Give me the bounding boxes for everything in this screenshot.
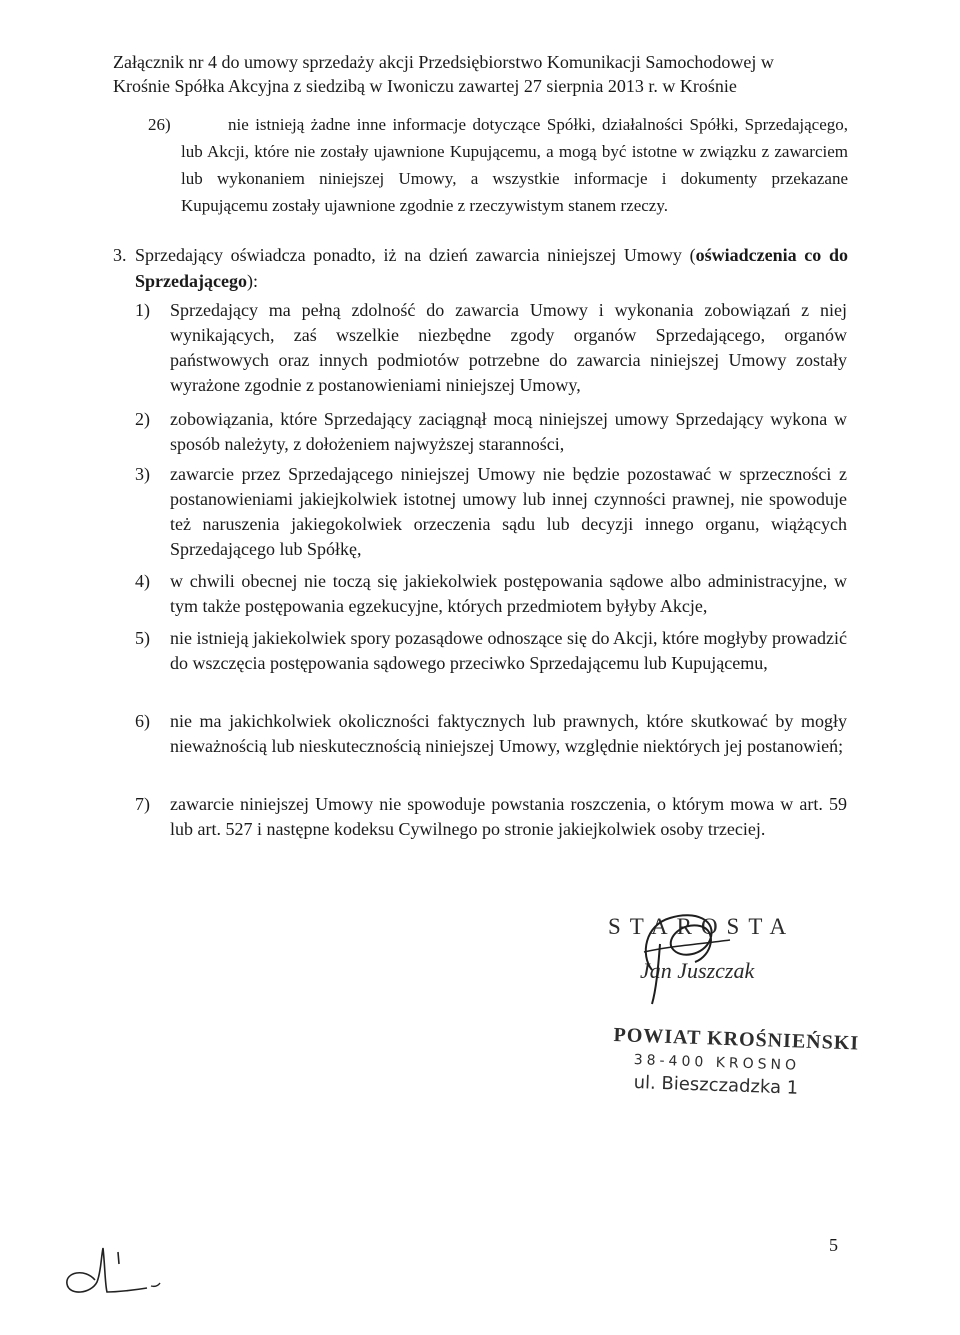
list-item-text: Sprzedający ma pełną zdolność do zawarcia Umowy i wykonania zobowiązań z niej wynikających, zaś wszelkie niezbędne zgody organów Sprzedającego, organów państwowych oraz innych podmiotów potrzebne do zawarcia niniejszej Umowy zostały wyrażone zgodnie z postanowieniami niniejszej Umowy,	[170, 300, 847, 395]
list-item-text: zawarcie niniejszej Umowy nie spowoduje powstania roszczenia, o którym mowa w art. 59 lub art. 527 i następne kodeksu Cywilnego po stronie jakiejkolwiek osoby trzeciej.	[170, 794, 847, 839]
document-header	[113, 50, 833, 98]
list-item-text: nie ma jakichkolwiek okoliczności faktycznych lub prawnych, które skutkować by mogły nieważnością lub nieskutecznością niniejszej Umowy, względnie niektórych jej postanowień;	[170, 711, 847, 756]
list-item-text: zobowiązania, które Sprzedający zaciągnął mocą niniejszej umowy Sprzedający wykona w sposób należyty, z dołożeniem najwyższej staranności,	[170, 409, 847, 454]
list-item-number: 5)	[135, 628, 150, 648]
list-item-text: zawarcie przez Sprzedającego niniejszej Umowy nie będzie pozostawać w sprzeczności z postanowieniami jakiejkolwiek istotnej umowy lub innej czynności prawnej, nie spowoduje też naruszenia jakiegokolwiek orzeczenia sądu lub decyzji innego organu, wiążących Sprzedającego lub Spółkę,	[170, 464, 847, 559]
section-3-lead	[135, 242, 848, 294]
list-item	[135, 626, 847, 676]
stamp-name: Jan Juszczak	[640, 958, 755, 983]
list-item-number: 7)	[135, 794, 150, 814]
section-3-bold-term: oświadczenia co do Sprzedającego	[135, 245, 848, 291]
list-item	[135, 298, 847, 398]
stamp-title: STAROSTA	[608, 914, 796, 939]
list-item	[135, 407, 847, 457]
header-line-2: Krośnie Spółka Akcyjna z siedzibą w Iwoniczu zawartej 27 sierpnia 2013 r. w Krośnie	[113, 76, 737, 96]
section-3-lead-text: Sprzedający oświadcza ponadto, iż na dzień zawarcia niniejszej Umowy (	[135, 245, 696, 265]
item-26	[148, 111, 848, 219]
stamp-postal: 38-400 KROSNO	[633, 1052, 801, 1074]
list-item-number: 6)	[135, 711, 150, 731]
list-item	[135, 462, 847, 562]
stamp-office: POWIAT KROŚNIEŃSKI	[613, 1024, 860, 1055]
list-item-text: nie istnieją jakiekolwiek spory pozasądowe odnoszące się do Akcji, które mogłyby prowadzić do wszczęcia postępowania sądowego przeciwko Sprzedającemu lub Kupującemu,	[170, 628, 847, 673]
page-number: 5	[829, 1235, 838, 1255]
item-26-text: nie istnieją żadne inne informacje dotyczące Spółki, działalności Spółki, Sprzedającego, lub Akcji, które nie zostały ujawnione Kupującemu, a mogą być istotne w związku z zawarciem lub wykonaniem niniejszej Umowy, a wszystkie informacje i dokumenty przekazane Kupującemu zostały ujawnione zgodnie z rzeczywistym stanem rzeczy.	[181, 115, 848, 215]
list-item	[135, 569, 847, 619]
list-item	[135, 792, 847, 842]
header-line-1: Załącznik nr 4 do umowy sprzedaży akcji Przedsiębiorstwo Komunikacji Samochodowej w	[113, 52, 774, 72]
list-item-text: w chwili obecnej nie toczą się jakiekolwiek postępowania sądowe albo administracyjne, w tym także postępowania egzekucyjne, których przedmiotem byłyby Akcje,	[170, 571, 847, 616]
list-item-number: 1)	[135, 300, 150, 320]
section-3	[113, 242, 848, 294]
list-item	[135, 709, 847, 759]
handwritten-initials	[55, 1240, 165, 1300]
list-item-number: 3)	[135, 464, 150, 484]
list-item-number: 2)	[135, 409, 150, 429]
section-3-number: 3.	[113, 245, 127, 265]
item-26-number: 26)	[148, 115, 171, 134]
section-3-lead-tail: ):	[246, 271, 258, 291]
list-item-number: 4)	[135, 571, 150, 591]
official-stamp	[600, 900, 860, 1110]
stamp-street: ul. Bieszczadzka 1	[633, 1072, 799, 1099]
